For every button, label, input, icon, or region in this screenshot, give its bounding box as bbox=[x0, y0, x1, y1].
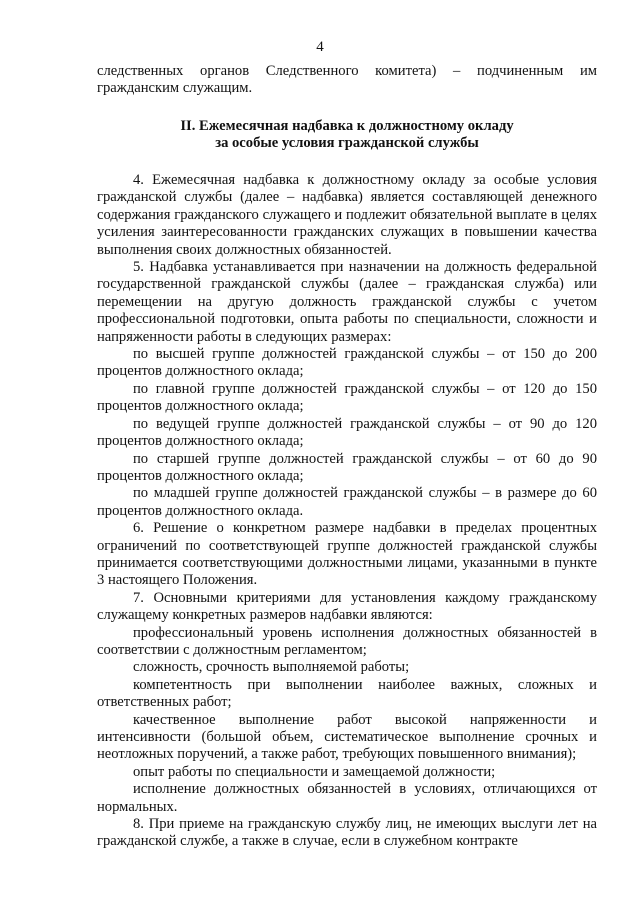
page-number: 4 bbox=[316, 39, 324, 55]
section-heading bbox=[97, 118, 597, 153]
paragraph-6: 6. Решение о конкретном размере надбавки в пределах процентных ограничений по соответствующей группе должностей гражданской службы принимается соответствующими должностными лицами, указанными в пункте 3 настоящего Положения. bbox=[97, 520, 597, 589]
list-item-main-group: по главной группе должностей гражданской службы – от 120 до 150 процентов должностного оклада; bbox=[97, 380, 597, 415]
criterion-experience: опыт работы по специальности и замещаемой должности; bbox=[133, 763, 496, 780]
criterion-competence: компетентность при выполнении наиболее важных, сложных и ответственных работ; bbox=[97, 676, 597, 711]
section-title-line-2: за особые условия гражданской службы bbox=[215, 135, 479, 152]
list-item-leading-group: по ведущей группе должностей гражданской службы – от 90 до 120 процентов должностного оклада; bbox=[97, 415, 597, 450]
document-body bbox=[97, 63, 597, 851]
paragraph-7: 7. Основными критериями для установления каждому гражданскому служащему конкретных размеров надбавки являются: bbox=[97, 589, 597, 624]
section-title-line-1: II. Ежемесячная надбавка к должностному окладу bbox=[180, 117, 514, 134]
continuation-paragraph: следственных органов Следственного комитета) – подчиненным им гражданским служащим. bbox=[97, 63, 597, 97]
paragraph-8: 8. При приеме на гражданскую службу лиц, не имеющих выслуги лет на гражданской службе, а также в случае, если в служебном контракте bbox=[97, 816, 597, 850]
criterion-professional-level: профессиональный уровень исполнения должностных обязанностей в соответствии с должностным регламентом; bbox=[97, 624, 597, 658]
paragraph-5: 5. Надбавка устанавливается при назначении на должность федеральной государственной гражданской службы (далее – гражданская служба) или перемещении на другую должность гражданской службы с учетом профессиональной подготовки, опыта работы по специальности, сложности и напряженности работы в следующих размерах: bbox=[97, 259, 597, 345]
list-item-senior-group: по старшей группе должностей гражданской службы – от 60 до 90 процентов должностного оклада; bbox=[97, 450, 597, 484]
list-item-junior-group: по младшей группе должностей гражданской службы – в размере до 60 процентов должностного оклада. bbox=[97, 485, 597, 519]
criterion-quality: качественное выполнение работ высокой напряженности и интенсивности (большой объем, систематическое выполнение срочных и неотложных поручений, а также работ, требующих повышенного внимания); bbox=[97, 711, 597, 763]
criterion-conditions: исполнение должностных обязанностей в условиях, отличающихся от нормальных. bbox=[97, 781, 597, 815]
paragraph-4: 4. Ежемесячная надбавка к должностному окладу за особые условия гражданской службы (далее – надбавка) является составляющей денежного содержания гражданского служащего и подлежит обязательной выплате в целях усиления заинтересованности гражданских служащих в повышении качества выполнения своих должностных обязанностей. bbox=[97, 172, 597, 258]
list-item-highest-group: по высшей группе должностей гражданской службы – от 150 до 200 процентов должностного оклада; bbox=[97, 346, 597, 380]
criterion-complexity: сложность, срочность выполняемой работы; bbox=[133, 659, 410, 676]
